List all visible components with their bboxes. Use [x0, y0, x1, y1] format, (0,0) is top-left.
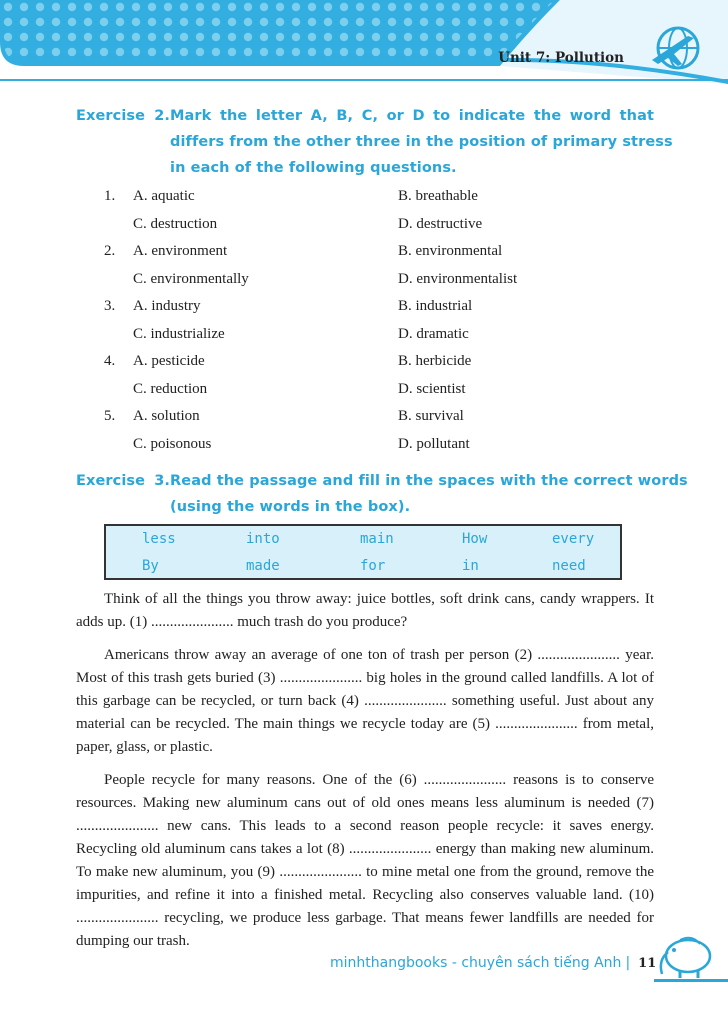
publisher-text: minhthangbooks - chuyên sách tiếng Anh	[330, 955, 622, 971]
option-b: B. breathable	[398, 188, 478, 204]
option-a: A. pesticide	[133, 353, 205, 369]
elephant-icon	[652, 930, 726, 980]
option-b: B. industrial	[398, 298, 473, 314]
exercise-2-title	[76, 103, 673, 181]
option-c: C. poisonous	[133, 435, 212, 452]
word-box-item: into	[246, 531, 280, 547]
question-4-row-1	[104, 348, 664, 376]
question-5-row-1	[104, 403, 664, 431]
option-c: C. environmentally	[133, 270, 249, 287]
exercise-3-line-2: (using the words in the box).	[170, 499, 411, 515]
option-c: C. reduction	[133, 380, 208, 397]
question-5-row-2	[104, 431, 664, 459]
question-number: 5.	[104, 408, 116, 424]
option-b: B. environmental	[398, 243, 503, 259]
option-a: A. industry	[133, 298, 201, 314]
unit-title: Unit 7: Pollution	[498, 50, 624, 66]
question-1-row-1	[104, 183, 664, 211]
option-d: D. destructive	[398, 215, 483, 232]
question-3-row-1	[104, 293, 664, 321]
question-4-row-2	[104, 376, 664, 404]
footer-separator: |	[625, 955, 631, 971]
question-number: 1.	[104, 188, 116, 204]
exercise-3-title	[76, 468, 688, 520]
option-c: C. destruction	[133, 215, 218, 232]
word-box-item: for	[360, 558, 386, 574]
option-d: D. environmentalist	[398, 270, 518, 287]
question-2-row-2	[104, 266, 664, 294]
word-box-item: made	[246, 558, 280, 574]
exercise-3-line-1: Read the passage and fill in the spaces with the correct words	[170, 473, 688, 489]
header-banner	[0, 0, 728, 84]
option-a: A. environment	[133, 243, 228, 259]
option-a: A. solution	[133, 408, 200, 424]
question-number: 3.	[104, 298, 116, 314]
header-background	[0, 0, 728, 84]
exercise-3-label: Exercise 3.	[76, 473, 170, 489]
question-2-row-1	[104, 238, 664, 266]
question-number: 2.	[104, 243, 116, 259]
option-b: B. survival	[398, 408, 464, 424]
passage-paragraph-2: Americans throw away an average of one ton of trash per person (2) ...................... year. Most of this trash gets buried (3) ...................... big holes in the ground called landfills. A lot of this garbage can be recycled, or turn back (4) ...................... something useful. Just about any material can be recycled. The main things we recycle today are (5) ...................... from metal, paper, glass, or plastic.	[76, 647, 654, 755]
word-box-item: main	[360, 531, 394, 547]
question-list	[104, 183, 664, 458]
word-box-item: By	[142, 558, 159, 574]
word-box-item: in	[462, 558, 479, 574]
passage-paragraph-3: People recycle for many reasons. One of the (6) ...................... reasons is to conserve resources. Making new aluminum cans out of old ones means less aluminum is needed (7) ...................... new cans. This leads to a second reason people recycle: it saves energy. Recycling old aluminum cans takes a lot (8) ...................... energy than making new aluminum. To make new aluminum, you (9) ...................... to mine metal one from the ground, remove the impurities, and refine it into a finished metal. Recycling also conserves valuable land. (10) ...................... recycling, we produce less garbage. That means fewer landfills are needed for dumping our trash.	[76, 772, 654, 949]
question-number: 4.	[104, 353, 116, 369]
exercise-2-line-2: differs from the other three in the position of primary stress	[170, 134, 673, 150]
option-d: D. pollutant	[398, 435, 470, 452]
globe-plane-icon	[648, 20, 708, 76]
question-3-row-2	[104, 321, 664, 349]
page-number: 11	[638, 956, 657, 971]
exercise-2-line-1: Mark the letter A, B, C, or D to indicate the word that	[170, 108, 654, 124]
exercise-2-line-3: in each of the following questions.	[170, 160, 457, 176]
word-box	[104, 524, 622, 580]
exercise-2-label: Exercise 2.	[76, 108, 170, 124]
option-b: B. herbicide	[398, 353, 472, 369]
option-a: A. aquatic	[133, 188, 195, 204]
word-box-item: need	[552, 558, 586, 574]
word-box-item: less	[142, 531, 176, 547]
option-c: C. industrialize	[133, 325, 225, 342]
option-d: D. scientist	[398, 380, 466, 397]
question-1-row-2	[104, 211, 664, 239]
passage-paragraph-1: Think of all the things you throw away: juice bottles, soft drink cans, candy wrappers. It adds up. (1) ...................... much trash do you produce?	[76, 591, 654, 630]
word-box-item: How	[462, 531, 488, 547]
option-d: D. dramatic	[398, 325, 469, 342]
reading-passage	[76, 588, 654, 963]
footer	[330, 955, 656, 971]
word-box-item: every	[552, 531, 595, 547]
